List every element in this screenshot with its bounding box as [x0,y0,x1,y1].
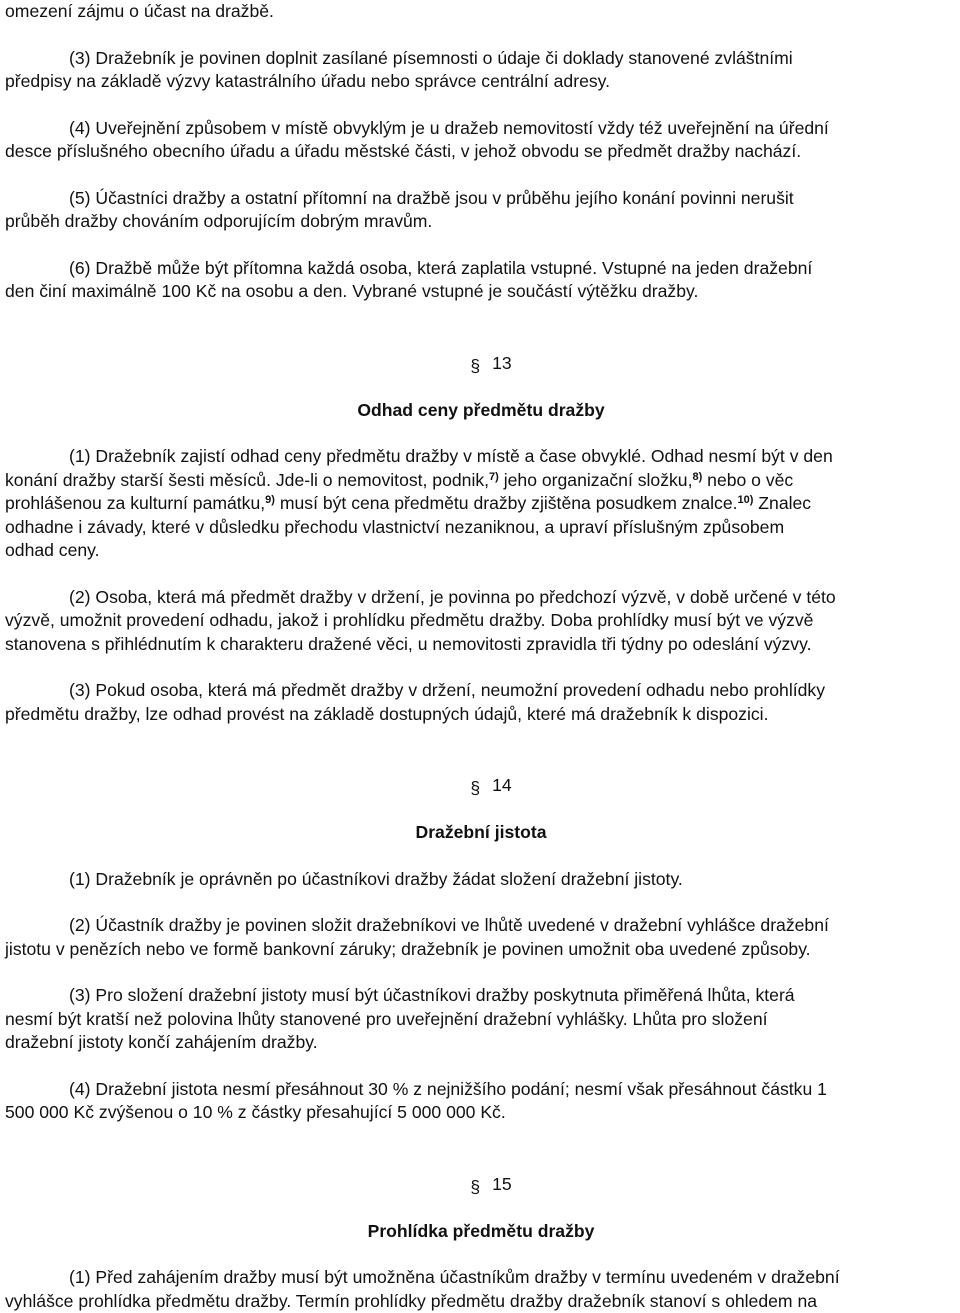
paragraph-13-3 [5,679,957,726]
text-line: prohlášenou za kulturní památku,$^{9)}$ musí být cena předmětu dražby zjištěna posudkem znalce.$^{10)}$ Znalec [5,493,812,513]
text-line: (2) Účastník dražby je povinen složit dražebníkovi ve lhůtě uvedené v dražební vyhlášce dražební [69,915,829,935]
text-line: (3) Dražebník je povinen doplnit zasílané písemnosti o údaje či doklady stanovené zvláštními [69,47,793,68]
text-line: stanovena s přihlédnutím k charakteru dražené věci, u nemovitosti zpravidla tři týdny po odeslání výzvy. [5,633,812,654]
section-number: 13 [492,352,512,373]
section-number: 14 [492,775,512,795]
section-number-13 [5,352,957,376]
paragraph-13-1 [5,445,957,563]
section-number: 15 [492,1173,512,1194]
text-line: vyhlášce prohlídka předmětu dražby. Termín prohlídky předmětu dražby dražebník stanoví s ohledem na [5,1290,818,1311]
paragraph-14-3 [5,984,957,1055]
text-line: desce příslušného obecního úřadu a úřadu městské části, v jehož obvodu se předmět dražby nachází. [5,141,802,161]
text-line: (6) Dražbě může být přítomna každá osoba, která zaplatila vstupné. Vstupné na jeden dražební [69,257,813,278]
paragraph-12-6 [5,257,957,304]
section-mark: § [470,778,481,798]
text-line: průběh dražby chováním odporujícím dobrým mravům. [5,211,433,231]
section-title-14: Dražební jistota [415,822,547,842]
paragraph-14-1 [5,868,957,892]
paragraph-13-2 [5,586,957,657]
text-line: (4) Dražební jistota nesmí přesáhnout 30 % z nejnižšího podání; nesmí však přesáhnout částku 1 [69,1078,827,1099]
text-line: předpisy na základě výzvy katastrálního úřadu nebo správce centrální adresy. [5,71,611,91]
paragraph-14-2 [5,914,957,961]
section-number-14 [5,774,957,798]
paragraph-14-4 [5,1078,957,1125]
text-line: výzvě, umožnit provedení odhadu, jakož i prohlídku předmětu dražby. Doba prohlídky musí být ve výzvě [5,610,814,630]
text-line: omezení zájmu o účast na dražbě. [5,1,274,21]
footnote-ref: 7) [489,470,499,483]
text-line: (2) Osoba, která má předmět dražby v držení, je povinna po předchozí výzvě, v době určené v této [69,586,836,607]
text-line: (5) Účastníci dražby a ostatní přítomní na dražbě jsou v průběhu jejího konání povinni nerušit [69,187,794,208]
text-line: konání dražby starší šesti měsíců. Jde-li o nemovitost, podnik,$^{7)}$ jeho organizační složku,$^{8)}$ nebo o věc [5,469,794,490]
text-line: (3) Pokud osoba, která má předmět dražby v držení, neumožní provedení odhadu nebo prohlídky [69,680,825,700]
paragraph-12-3 [5,47,957,94]
footnote-ref: 8) [692,470,703,483]
text-line: (3) Pro složení dražební jistoty musí být účastníkovi dražby poskytnuta přiměřená lhůta, která [69,985,795,1005]
section-mark: § [470,1176,481,1197]
footnote-ref: 9) [265,494,275,506]
section-number-15 [5,1173,957,1197]
paragraph-fragment [5,0,957,24]
text-line: 500 000 Kč zvýšenou o 10 % z částky přesahující 5 000 000 Kč. [5,1102,506,1122]
document-page [5,0,957,1313]
text-line: jistotu v penězích nebo ve formě bankovní záruky; dražebník je povinen umožnit oba uvedené způsoby. [5,938,811,959]
footnote-ref: 10) [737,494,754,506]
text-line: předmětu dražby, lze odhad provést na základě dostupných údajů, které má dražebník k dispozici. [5,703,769,724]
paragraph-12-5 [5,187,957,234]
section-mark: § [470,355,481,376]
text-line: (1) Dražebník zajistí odhad ceny předmětu dražby v místě a čase obvyklé. Odhad nesmí být v den [69,446,833,466]
text-line: (4) Uveřejnění způsobem v místě obvyklým je u dražeb nemovitostí vždy též uveřejnění na úřední [69,117,829,138]
text-line: dražební jistoty končí zahájením dražby. [5,1032,318,1052]
text-line: odhadne i závady, které v důsledku přechodu vlastnictví nezaniknou, a upraví příslušným způsobem [5,516,785,537]
text-line: odhad ceny. [5,540,100,560]
text-line: (1) Dražebník je oprávněn po účastníkovi dražby žádat složení dražební jistoty. [69,868,683,889]
paragraph-15-1 [5,1266,957,1313]
section-title-13: Odhad ceny předmětu dražby [357,399,605,420]
section-title-15: Prohlídka předmětu dražby [367,1220,595,1241]
paragraph-12-4 [5,117,957,164]
text-line: den činí maximálně 100 Kč na osobu a den. Vybrané vstupné je součástí výtěžku dražby. [5,281,699,301]
text-line: nesmí být kratší než polovina lhůty stanovené pro uveřejnění dražební vyhlášky. Lhůta pro složení [5,1008,768,1029]
text-line: (1) Před zahájením dražby musí být umožněna účastníkům dražby v termínu uvedeném v dražební [69,1267,840,1287]
